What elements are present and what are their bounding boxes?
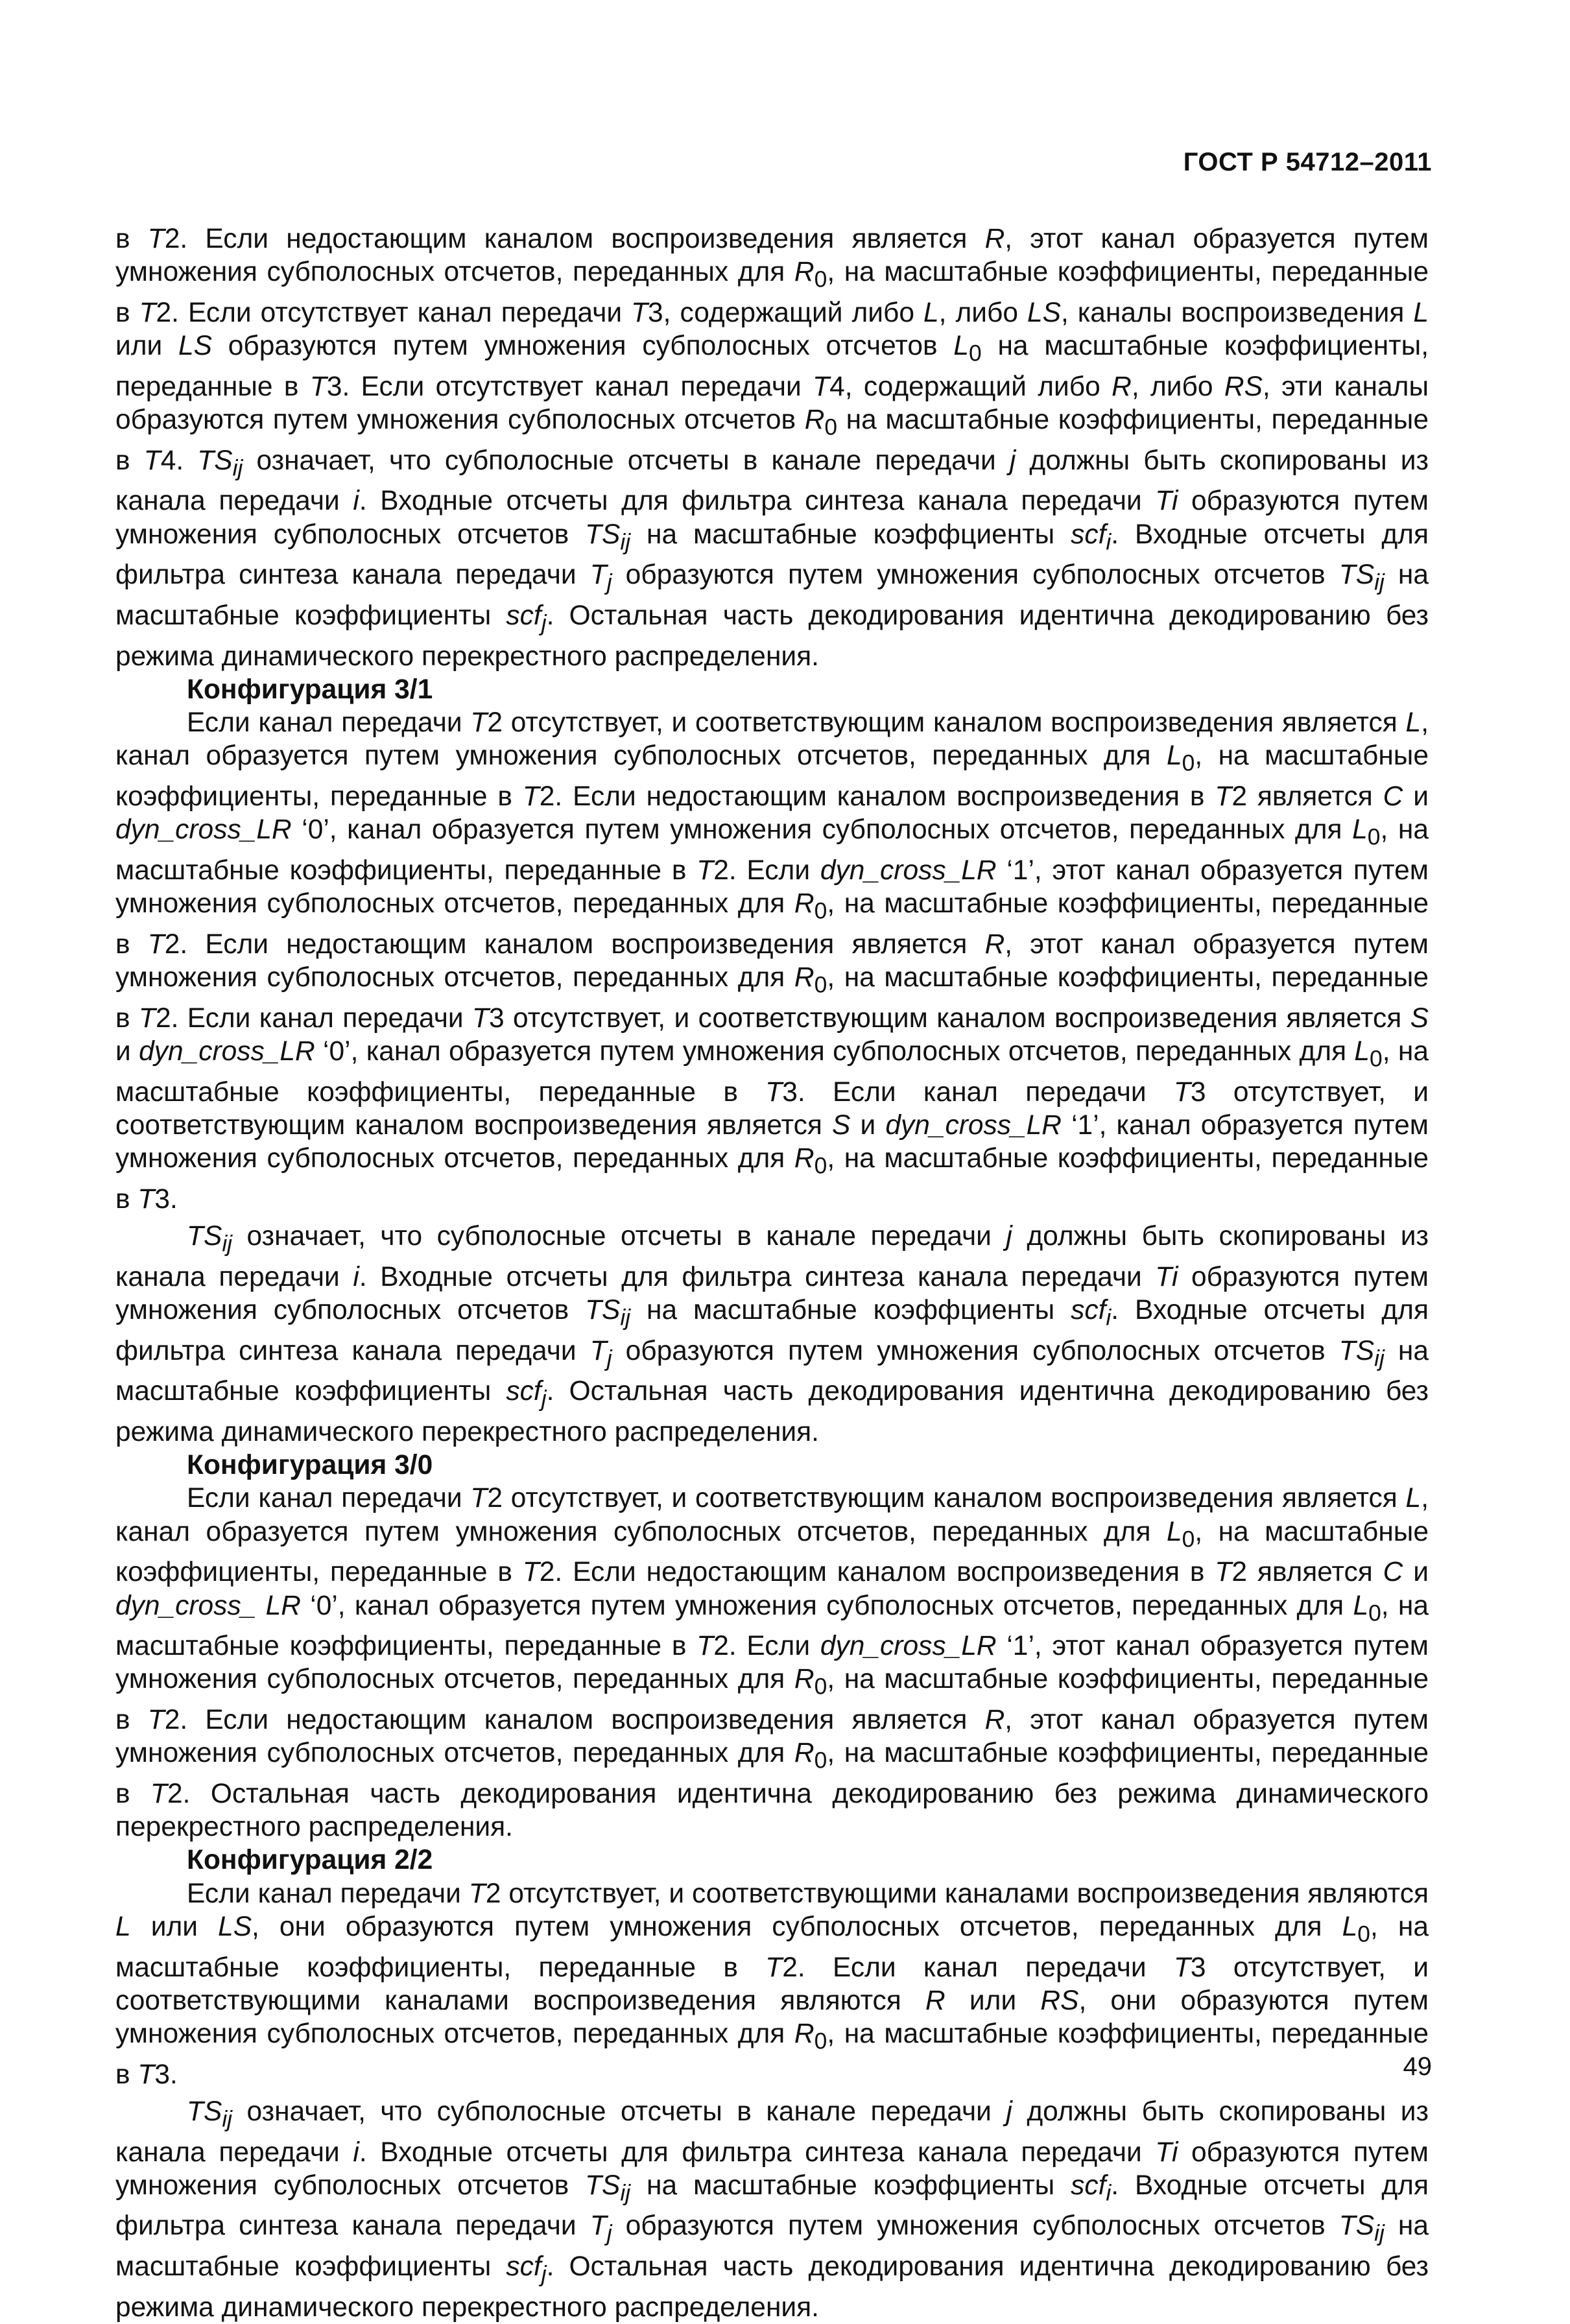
paragraph-ts-note-1: $TS_{ij}$ означает, что субполосные отсчеты в канале передачи j должны быть скопированы из канала передачи i. Входные отсчеты для фильтра синтеза канала передачи Ti образуются путем умножения субполосных отсчетов $TS_{ij}$ на масштабные коэффциенты scf$_i$. Входные отсчеты для фильтра синтеза канала передачи $T_j$ образуются путем умножения субполосных отсчетов $TS_{ij}$ на масштабные коэффициенты scf$_j$. Остальная часть декодирования идентична декодированию без режима динамического перекрестного распределения. — [115, 1220, 1429, 1447]
section-heading-config-3-0: Конфигурация 3/0 — [187, 1450, 433, 1481]
paragraph-config-3-1: Если канал передачи T2 отсутствует, и соответствующим каналом воспроизведения является L, канал образуется путем умножения субполосных отсчетов, переданных для $L_0$, на масштабные коэффициенты, переданные в T2. Если недостающим каналом воспроизведения в T2 является C и dyn_cross_LR ‘0’, канал образуется путем умножения субполосных отсчетов, переданных для $L_0$, на масштабные коэффициенты, переданные в T2. Если dyn_cross_LR ‘1’, этот канал образуется путем умножения субполосных отсчетов, переданных для $R_0$, на масштабные коэффициенты, переданные в T2. Если недостающим каналом воспроизведения является R, этот канал образуется путем умножения субполосных отсчетов, переданных для $R_0$, на масштабные коэффициенты, переданные в T2. Если канал передачи T3 отсутствует, и соответствующим каналом воспроизведения является S и dyn_cross_LR ‘0’, канал образуется путем умножения субполосных отсчетов, переданных для $L_0$, на масштабные коэффициенты, переданные в T3. Если канал передачи T3 отсутствует, и соответствующим каналом воспроизведения является S и dyn_cross_LR ‘1’, канал образуется путем умножения субполосных отсчетов, переданных для $R_0$, на масштабные коэффициенты, переданные в T3. — [115, 707, 1429, 1215]
section-heading-config-2-2: Конфигурация 2/2 — [187, 1845, 433, 1876]
page-number: 49 — [1403, 2052, 1432, 2081]
section-heading-config-3-1: Конфигурация 3/1 — [187, 674, 433, 705]
paragraph-ts-note-2: $TS_{ij}$ означает, что субполосные отсчеты в канале передачи j должны быть скопированы из канала передачи i. Входные отсчеты для фильтра синтеза канала передачи Ti образуются путем умножения субполосных отсчетов $TS_{ij}$ на масштабные коэффциенты scf$_i$. Входные отсчеты для фильтра синтеза канала передачи $T_j$ образуются путем умножения субполосных отсчетов $TS_{ij}$ на масштабные коэффициенты scf$_j$. Остальная часть декодирования идентична декодированию без режима динамического перекрестного распределения. — [115, 2096, 1429, 2323]
document-number-header: ГОСТ Р 54712–2011 — [1183, 148, 1432, 176]
body-text — [115, 222, 1429, 2324]
paragraph-config-2-2: Если канал передачи T2 отсутствует, и соответствующими каналами воспроизведения являются L или LS, они образуются путем умножения субполосных отсчетов, переданных для $L_0$, на масштабные коэффициенты, переданные в T2. Если канал передачи T3 отсутствует, и соответствующими каналами воспроизведения являются R или RS, они образуются путем умножения субполосных отсчетов, переданных для $R_0$, на масштабные коэффициенты, переданные в T3. — [115, 1878, 1429, 2090]
paragraph-config-3-0: Если канал передачи T2 отсутствует, и соответствующим каналом воспроизведения является L, канал образуется путем умножения субполосных отсчетов, переданных для $L_0$, на масштабные коэффициенты, переданные в T2. Если недостающим каналом воспроизведения в T2 является C и dyn_cross_ LR ‘0’, канал образуется путем умножения субполосных отсчетов, переданных для $L_0$, на масштабные коэффициенты, переданные в T2. Если dyn_cross_LR ‘1’, этот канал образуется путем умножения субполосных отсчетов, переданных для $R_0$, на масштабные коэффициенты, переданные в T2. Если недостающим каналом воспроизведения является R, этот канал образуется путем умножения субполосных отсчетов, переданных для $R_0$, на масштабные коэффициенты, переданные в T2. Остальная часть декодирования идентична декодированию без режима динамического перекрестного распределения. — [115, 1483, 1429, 1843]
paragraph-continuation: в T2. Если недостающим каналом воспроизведения является R, этот канал образуется путем умножения субполосных отсчетов, переданных для $R_0$, на масштабные коэффициенты, переданные в T2. Если отсутствует канал передачи T3, содержащий либо L, либо LS, каналы воспроизведения L или LS образуются путем умножения субполосных отсчетов $L_0$ на масштабные коэффициенты, переданные в T3. Если отсутствует канал передачи T4, содержащий либо R, либо RS, эти каналы образуются путем умножения субполосных отсчетов $R_0$ на масштабные коэффициенты, переданные в T4. $TS_{ij}$ означает, что субполосные отсчеты в канале передачи j должны быть скопированы из канала передачи i. Входные отсчеты для фильтра синтеза канала передачи Ti образуются путем умножения субполосных отсчетов $TS_{ij}$ на масштабные коэффциенты scf$_i$. Входные отсчеты для фильтра синтеза канала передачи $T_j$ образуются путем умножения субполосных отсчетов $TS_{ij}$ на масштабные коэффициенты scf$_j$. Остальная часть декодирования идентична декодированию без режима динамического перекрестного распределения. — [115, 224, 1429, 672]
